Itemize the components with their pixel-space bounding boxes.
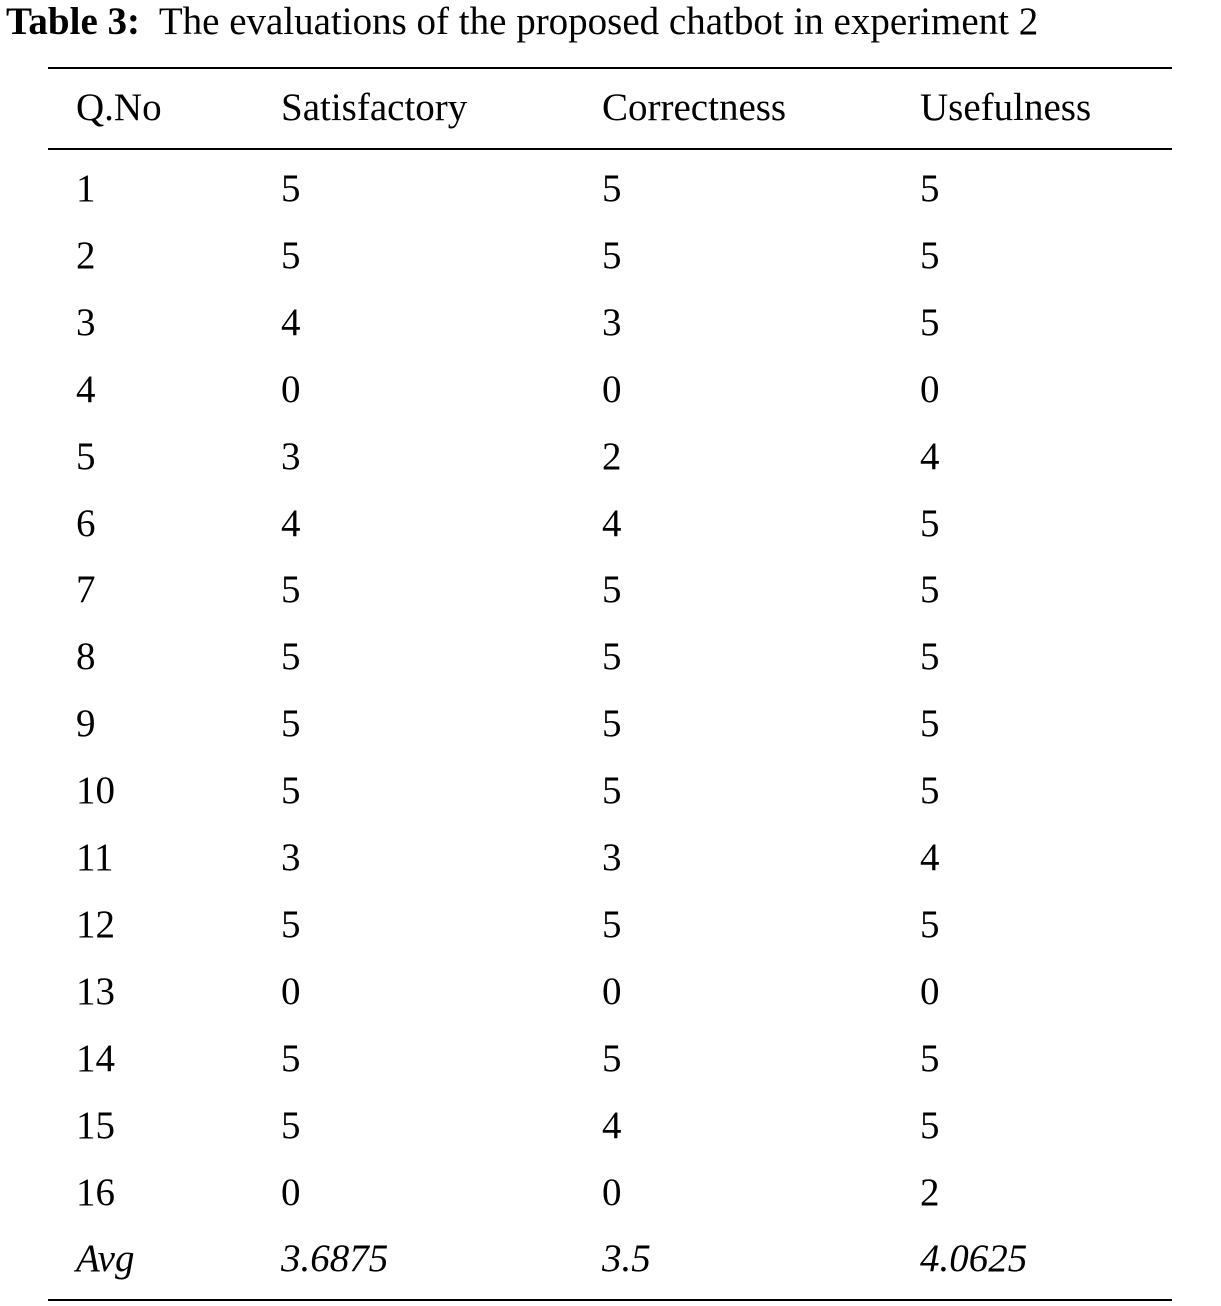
correctness-cell: 3 <box>602 301 622 344</box>
correctness-cell: 4 <box>602 502 622 545</box>
header-satisfactory: Satisfactory <box>281 86 468 129</box>
usefulness-cell: 4 <box>920 836 940 879</box>
table-row <box>0 624 1221 690</box>
table-caption <box>6 0 1221 44</box>
table-row <box>0 290 1221 356</box>
usefulness-cell: 5 <box>920 635 940 678</box>
qno-cell: 2 <box>76 234 96 277</box>
table-top-rule <box>48 67 1172 69</box>
qno-cell: 14 <box>76 1037 115 1080</box>
qno-cell: 4 <box>76 368 96 411</box>
satisfactory-cell: 5 <box>281 1104 301 1147</box>
satisfactory-cell: 5 <box>281 1037 301 1080</box>
table-header-row <box>0 75 1221 141</box>
table-avg-row <box>0 1226 1221 1292</box>
qno-cell: 10 <box>76 769 115 812</box>
usefulness-cell: 5 <box>920 167 940 210</box>
table-bottom-rule <box>48 1299 1172 1301</box>
correctness-cell: 3.5 <box>602 1237 651 1280</box>
correctness-cell: 5 <box>602 702 622 745</box>
table-row <box>0 557 1221 623</box>
usefulness-cell: 5 <box>920 1037 940 1080</box>
table-row <box>0 357 1221 423</box>
correctness-cell: 5 <box>602 167 622 210</box>
table-header-rule <box>48 148 1172 150</box>
usefulness-cell: 5 <box>920 1104 940 1147</box>
satisfactory-cell: 0 <box>281 1171 301 1214</box>
qno-cell: 13 <box>76 970 115 1013</box>
qno-cell: 3 <box>76 301 96 344</box>
correctness-cell: 0 <box>602 368 622 411</box>
qno-cell: 8 <box>76 635 96 678</box>
satisfactory-cell: 0 <box>281 970 301 1013</box>
qno-cell: 16 <box>76 1171 115 1214</box>
usefulness-cell: 0 <box>920 368 940 411</box>
correctness-cell: 5 <box>602 234 622 277</box>
qno-cell: 6 <box>76 502 96 545</box>
usefulness-cell: 5 <box>920 769 940 812</box>
usefulness-cell: 0 <box>920 970 940 1013</box>
correctness-cell: 5 <box>602 903 622 946</box>
table-row <box>0 223 1221 289</box>
correctness-cell: 5 <box>602 568 622 611</box>
table-row <box>0 156 1221 222</box>
satisfactory-cell: 5 <box>281 769 301 812</box>
qno-cell: 12 <box>76 903 115 946</box>
table-caption-label: Table 3: <box>6 0 141 43</box>
table-row <box>0 825 1221 891</box>
table-row <box>0 959 1221 1025</box>
qno-cell: 5 <box>76 435 96 478</box>
satisfactory-cell: 3.6875 <box>281 1237 389 1280</box>
table-row <box>0 892 1221 958</box>
usefulness-cell: 5 <box>920 301 940 344</box>
usefulness-cell: 5 <box>920 568 940 611</box>
qno-cell: 11 <box>76 836 114 879</box>
qno-cell: 7 <box>76 568 96 611</box>
correctness-cell: 0 <box>602 970 622 1013</box>
correctness-cell: 5 <box>602 1037 622 1080</box>
table-row <box>0 758 1221 824</box>
qno-cell: Avg <box>76 1237 135 1280</box>
qno-cell: 9 <box>76 702 96 745</box>
table-row <box>0 1026 1221 1092</box>
correctness-cell: 3 <box>602 836 622 879</box>
usefulness-cell: 2 <box>920 1171 940 1214</box>
correctness-cell: 5 <box>602 769 622 812</box>
satisfactory-cell: 5 <box>281 234 301 277</box>
table-row <box>0 491 1221 557</box>
table-row <box>0 691 1221 757</box>
satisfactory-cell: 4 <box>281 301 301 344</box>
satisfactory-cell: 5 <box>281 702 301 745</box>
usefulness-cell: 5 <box>920 702 940 745</box>
usefulness-cell: 5 <box>920 903 940 946</box>
usefulness-cell: 5 <box>920 502 940 545</box>
satisfactory-cell: 5 <box>281 635 301 678</box>
satisfactory-cell: 5 <box>281 903 301 946</box>
qno-cell: 15 <box>76 1104 115 1147</box>
satisfactory-cell: 5 <box>281 167 301 210</box>
satisfactory-cell: 3 <box>281 836 301 879</box>
correctness-cell: 2 <box>602 435 622 478</box>
usefulness-cell: 4.0625 <box>920 1237 1028 1280</box>
correctness-cell: 5 <box>602 635 622 678</box>
header-usefulness: Usefulness <box>920 86 1092 129</box>
satisfactory-cell: 4 <box>281 502 301 545</box>
header-qno: Q.No <box>76 86 162 129</box>
satisfactory-cell: 0 <box>281 368 301 411</box>
correctness-cell: 4 <box>602 1104 622 1147</box>
satisfactory-cell: 5 <box>281 568 301 611</box>
table-row <box>0 424 1221 490</box>
usefulness-cell: 5 <box>920 234 940 277</box>
qno-cell: 1 <box>76 167 96 210</box>
table-row <box>0 1093 1221 1159</box>
header-correctness: Correctness <box>602 86 787 129</box>
table-row <box>0 1160 1221 1226</box>
correctness-cell: 0 <box>602 1171 622 1214</box>
satisfactory-cell: 3 <box>281 435 301 478</box>
table-caption-text: The evaluations of the proposed chatbot in experiment 2 <box>158 0 1039 43</box>
usefulness-cell: 4 <box>920 435 940 478</box>
